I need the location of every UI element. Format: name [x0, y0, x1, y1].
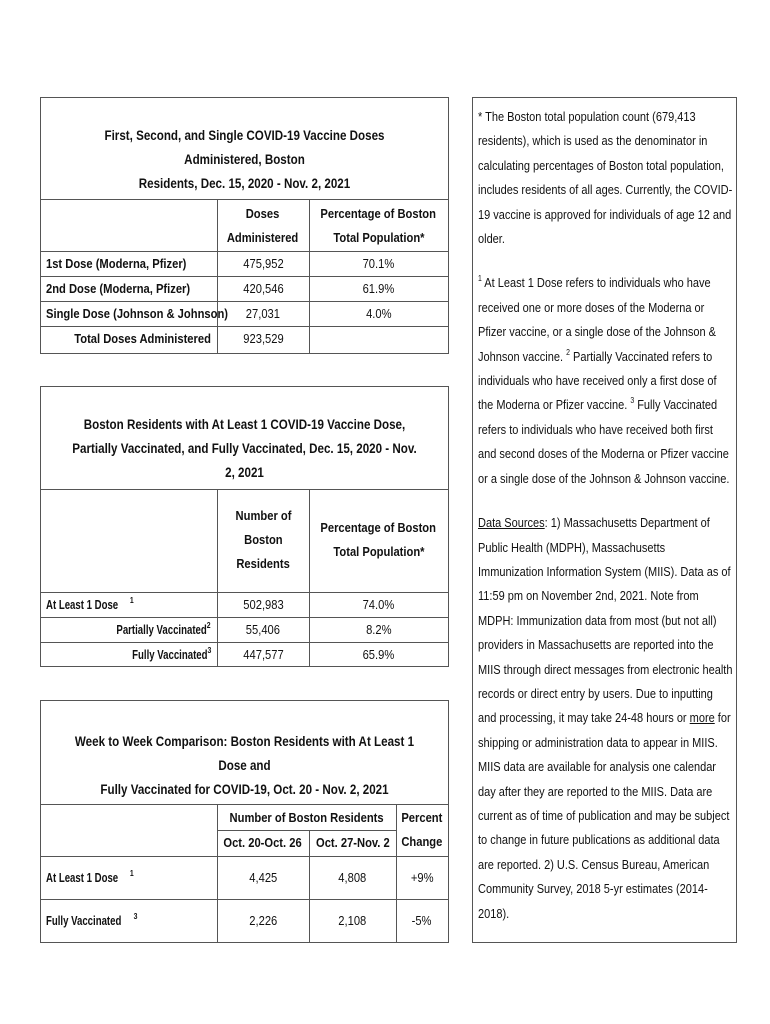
table1-title: First, Second, and Single COVID-19 Vaccine Doses Administered, Boston Residents, Dec. 15, 2020 - Nov. 2, 2021	[104, 128, 385, 191]
population-note: * The Boston total population count (679,413 residents), which is used as the denominator in calculating percentages of Boston total population, includes residents of all ages. Currently, the COVID-19 vaccine is approved for individuals of age 12 and older.	[478, 109, 733, 247]
table1-col-doses-header: Doses Administered	[227, 206, 299, 245]
table3-group-header: Number of Boston Residents	[229, 810, 384, 825]
data-sources-note: Data Sources: 1) Massachusetts Department of Public Health (MDPH), Massachusetts Immunization Information System (MIIS). Data as of 11:59 pm on November 2nd, 2021. Note from MDPH: Immunization data from most (but not all) providers in Massachusetts are reported into the MIIS through direct messages from electronic health records or direct entry by users. Due to inputting and processing, it may take 24-48 hours or more for shipping or administration data to appear in MIIS. MIIS data are available for analysis one calendar day after they are reported to the MIIS. Data are current as of time of publication and may be subject to change in future publications as additional data are reported. 2) U.S. Census Bureau, American Community Survey, 2018 5-yr estimates (2014-2018).	[478, 515, 733, 921]
definitions-note: $^1$ At Least 1 Dose refers to individuals who have received one or more doses of the Moderna or Pfizer vaccine, or a single dose of the Johnson & Johnson vaccine. $^2$ Partially Vaccinated refers to individuals who have received only a first dose of the Moderna or Pfizer vaccine. $^3$ Fully Vaccinated refers to individuals who have received both first and second doses of the Moderna or Pfizer vaccine or a single dose of the Johnson & Johnson vaccine.	[478, 274, 730, 486]
table1-col-pct-header: Percentage of Boston Total Population*	[320, 206, 437, 245]
table3-pct-change-header: Percent Change	[401, 810, 443, 849]
table2-col-residents-header: Number of Boston Residents	[235, 508, 291, 571]
table3-title: Week to Week Comparison: Boston Residents with At Least 1 Dose and Fully Vaccinated for COVID-19, Oct. 20 - Nov. 2, 2021	[74, 734, 415, 797]
table3-period2-header: Oct. 27-Nov. 2	[315, 835, 390, 850]
table-week-comparison: Week to Week Comparison: Boston Residents with At Least 1 Dose and Fully Vaccinated for COVID-19, Oct. 20 - Nov. 2, 2021 Number of Boston Residents Oct. 20-Oct. 26 Oct. 27-Nov. 2 Percent Change At Least 1 Dose $^1$ 4,425 4,808 +9% Fully Vaccinated $^3$ 2,226 2,108 -5%	[40, 700, 449, 943]
table2-title: Boston Residents with At Least 1 COVID-19 Vaccine Dose, Partially Vaccinated, and Fully Vaccinated, Dec. 15, 2020 - Nov. 2, 2021	[72, 417, 417, 480]
table2-col-pct-header: Percentage of Boston Total Population*	[320, 520, 437, 559]
table-doses-administered: First, Second, and Single COVID-19 Vaccine Doses Administered, Boston Residents, Dec. 15, 2020 - Nov. 2, 2021 Doses Administered Percentage of Boston Total Population* 1st Dose (Moderna, Pfizer) 475,952 70.1% 2nd Dose (Moderna, Pfizer) 420,546 61.9% Single Dose (Johnson & Johnson) 27,031 4.0% Total Doses Administered 923,529	[40, 97, 449, 354]
table-vaccination-status: Boston Residents with At Least 1 COVID-19 Vaccine Dose, Partially Vaccinated, and Fully Vaccinated, Dec. 15, 2020 - Nov. 2, 2021 Number of Boston Residents Percentage of Boston Total Population* At Least 1 Dose $^1$ 502,983 74.0% Partially Vaccinated$^2$ 55,406 8.2% Fully Vaccinated$^3$ 447,577 65.9%	[40, 386, 449, 667]
data-sources-label: Data Sources	[478, 515, 545, 531]
more-link[interactable]: more	[689, 710, 715, 726]
notes-text	[478, 105, 733, 926]
table3-period1-header: Oct. 20-Oct. 26	[223, 835, 303, 850]
